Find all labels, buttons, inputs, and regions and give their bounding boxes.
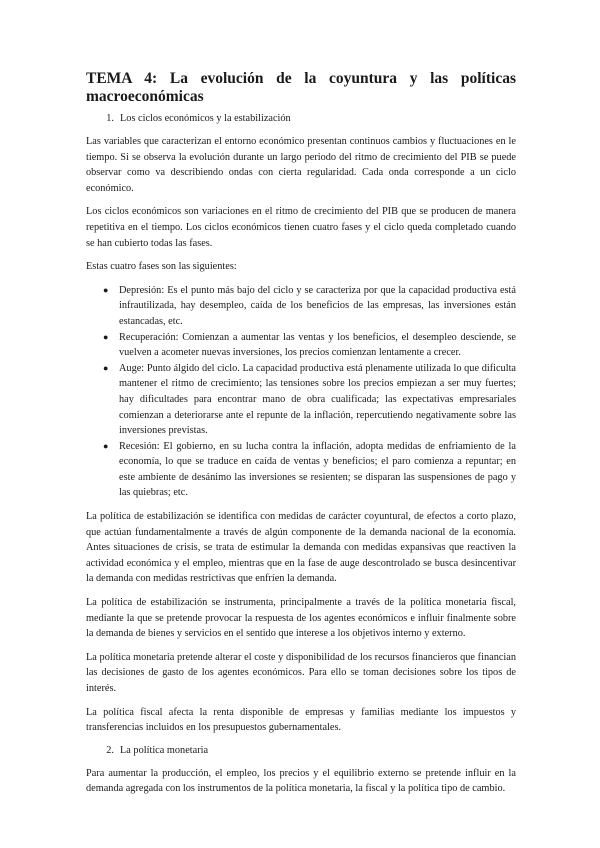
section-number: 1.: [106, 113, 114, 124]
paragraph: La política fiscal afecta la renta disponible de empresas y familias mediante los impuestos y transferencias incluidos en los presupuestos gubernamentales.: [86, 706, 516, 734]
list-item: [86, 283, 516, 330]
paragraph: Para aumentar la producción, el empleo, los precios y el equilibrio externo se pretende influir en la demanda agregada con los instrumentos de la política monetaria, la fiscal y la política tipo de cambio.: [86, 767, 516, 795]
section-title: La política monetaria: [120, 744, 209, 756]
page-content: [86, 70, 516, 805]
section-heading: [86, 112, 516, 126]
paragraph: Los ciclos económicos son variaciones en el ritmo de crecimiento del PIB que se producen de manera repetitiva en el tiempo. Los ciclos económicos tienen cuatro fases y el ciclo queda completado cuando se han cubierto todas las fases.: [86, 206, 516, 249]
document-title: TEMA 4: La evolución de la coyuntura y las políticas macroeconómicas: [86, 70, 516, 105]
phase-list: [86, 283, 516, 501]
list-item-text: Depresión: Es el punto más bajo del ciclo y se caracteriza por que la capacidad productiva está infrautilizada, hay desempleo, caída de los beneficios de las empresas, las inversiones están estancadas, etc.: [119, 284, 516, 327]
section-heading: [86, 744, 516, 758]
list-item-text: Recuperación: Comienzan a aumentar las ventas y los beneficios, el desempleo desciende, se vuelven a acometer nuevas inversiones, los precios comienzan lentamente a crecer.: [119, 331, 516, 359]
paragraph: Las variables que caracterizan el entorno económico presentan continuos cambios y fluctuaciones en le tiempo. Si se observa la evolución durante un largo periodo del ritmo de crecimiento del PIB se puede observar como va describiendo ondas con cierta regularidad. Cada onda corresponde a un ciclo económico.: [86, 136, 516, 194]
section-number: 2.: [106, 744, 114, 756]
list-item: [86, 439, 516, 501]
bullet-icon: ●: [103, 362, 109, 373]
list-item: [86, 361, 516, 439]
list-item: [86, 330, 516, 361]
bullet-icon: ●: [103, 331, 109, 342]
bullet-icon: ●: [103, 284, 109, 295]
paragraph: La política de estabilización se instrumenta, principalmente a través de la política monetaria fiscal, mediante la que se pretende provocar la respuesta de los agentes económicos e influir finalmente sobre la demanda de bienes y servicios en el sentido que interese a los objetivos interno y externo.: [86, 597, 516, 640]
paragraph: Estas cuatro fases son las siguientes:: [86, 261, 237, 273]
paragraph: La política monetaria pretende alterar el coste y disponibilidad de los recursos financieros que financian las decisiones de gasto de los agentes económicos. Para ello se toman decisiones sobre los tipos de interés.: [86, 651, 516, 694]
list-item-text: Auge: Punto álgido del ciclo. La capacidad productiva está plenamente utilizada lo que dificulta mantener el ritmo de crecimiento; las tensiones sobre los precios empiezan a ser muy fuertes; hay dificultades para encontrar mano de obra cualificada; las expectativas empresariales comienzan a deteriorarse ante el repunte de la inflación, repercutiendo negativamente sobre las inversiones previstas.: [119, 362, 516, 437]
section-title: Los ciclos económicos y la estabilización: [120, 113, 291, 124]
paragraph: La política de estabilización se identifica con medidas de carácter coyuntural, de efectos a corto plazo, que actúan fundamentalmente a través de algún componente de la demanda nacional de la economía. Antes situaciones de crisis, se trata de estimular la demanda con medidas expansivas que reactiven la actividad económica y el empleo, mientras que en la fase de auge descontrolado se busca desincentivar la demanda con medidas restrictivas que enfríen la demanda.: [86, 511, 516, 585]
list-item-text: Recesión: El gobierno, en su lucha contra la inflación, adopta medidas de enfriamiento de la economía, lo que se traduce en caída de ventas y beneficios; el paro comienza a repuntar; en este ambiente de desánimo las inversiones se resienten; se disparan las suspensiones de pago y las quiebras; etc.: [119, 440, 516, 499]
bullet-icon: ●: [103, 440, 109, 451]
